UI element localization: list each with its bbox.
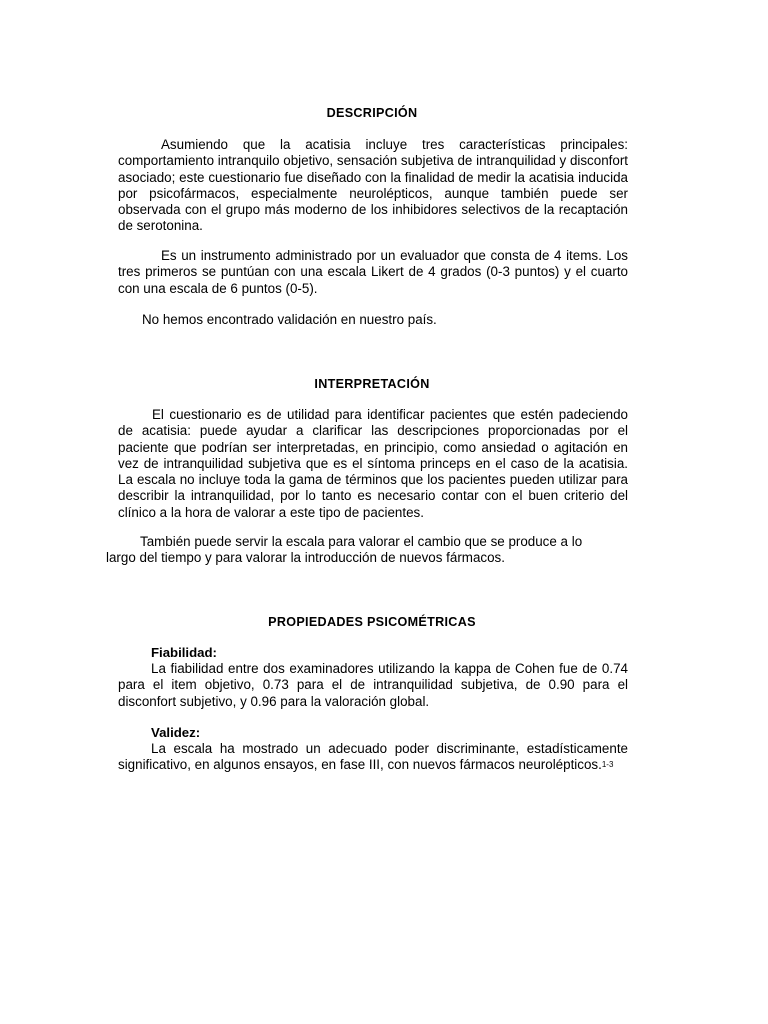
validez-label: Validez: — [151, 725, 201, 740]
fiabilidad-label: Fiabilidad: — [151, 645, 217, 660]
reference-superscript: 1-3 — [601, 760, 614, 770]
validez-paragraph — [118, 741, 628, 774]
heading-propiedades: PROPIEDADES PSICOMÉTRICAS — [268, 615, 476, 629]
descripcion-paragraph-2: Es un instrumento administrado por un evaluador que consta de 4 items. Los tres primeros se puntúan con una escala Likert de 4 grados (0-3 puntos) y el cuarto con una escala de 6 puntos (0-5). — [118, 248, 628, 296]
heading-interpretacion: INTERPRETACIÓN — [314, 377, 430, 391]
fiabilidad-paragraph: La fiabilidad entre dos examinadores utilizando la kappa de Cohen fue de 0.74 para el item objetivo, 0.73 para el de intranquilidad subjetiva, de 0.90 para el disconfort subjetivo, y 0.96 para la valoración global. — [118, 661, 628, 709]
descripcion-paragraph-1: Asumiendo que la acatisia incluye tres características principales: comportamiento intranquilo objetivo, sensación subjetiva de intranquilidad y disconfort asociado; este cuestionario fue diseñado con la finalidad de medir la acatisia inducida por psicofármacos, especialmente neurolépticos, aunque también puede ser observada con el grupo más moderno de los inhibidores selectivos de la recaptación de serotonina. — [118, 137, 628, 234]
heading-descripcion: DESCRIPCIÓN — [326, 106, 418, 120]
descripcion-paragraph-3: No hemos encontrado validación en nuestro país. — [142, 312, 437, 327]
validez-text: La escala ha mostrado un adecuado poder discriminante, estadísticamente significativo, en algunos ensayos, en fase III, con nuevos fármacos neurolépticos. — [118, 741, 628, 773]
interpretacion-paragraph-1: El cuestionario es de utilidad para identificar pacientes que estén padeciendo de acatisia: puede ayudar a clarificar las descripciones proporcionadas por el paciente que podrían ser interpretadas, en principio, como ansiedad o agitación en vez de intranquilidad subjetiva que es el síntoma princeps en el caso de la acatisia. La escala no incluye toda la gama de términos que los pacientes pueden utilizar para describir la intranquilidad, por lo tanto es necesario contar con el buen criterio del clínico a la hora de valorar a este tipo de pacientes. — [118, 407, 628, 520]
interpretacion-paragraph-2: También puede servir la escala para valorar el cambio que se produce a lo largo del tiempo y para valorar la introducción de nuevos fármacos. — [106, 534, 583, 566]
